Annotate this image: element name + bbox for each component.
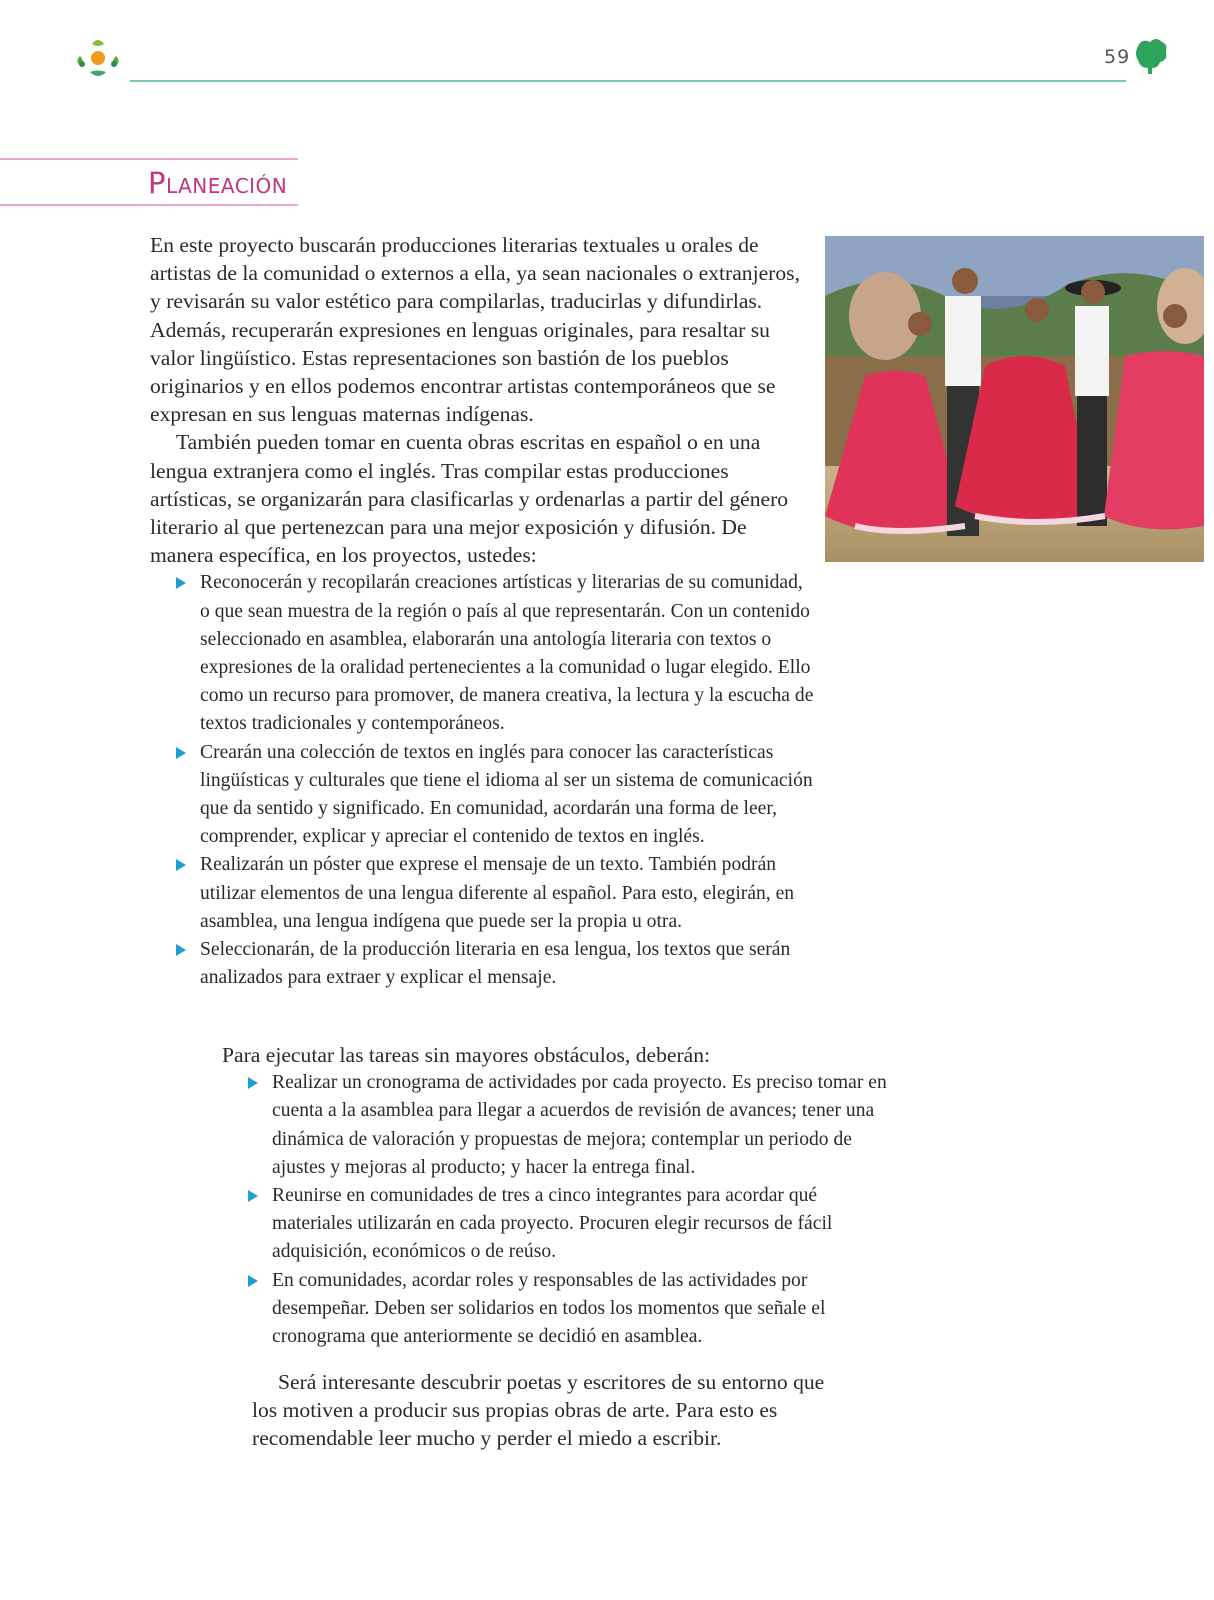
closing-paragraph: Será interesante descubrir poetas y escritores de su entorno que los motiven a producir sus propias obras de arte. Para esto es recomendable leer mucho y perder el miedo a escribir. [252,1370,825,1451]
intro-block [150,231,814,992]
list-item-text: Crearán una colección de textos en inglés para conocer las características lingüísticas y culturales que tiene el idioma al ser un sistema de comunicación que da sentido y significado. En comunidad, acordarán una forma de leer, comprender, explicar y apreciar el contenido de textos en inglés. [200,741,813,848]
tasks-block [222,1041,894,1351]
tasks-lead: Para ejecutar las tareas sin mayores obstáculos, deberán: [222,1043,711,1067]
list-item [222,1069,894,1182]
green-tree-icon [1134,38,1168,74]
folk-dancers-photo [825,236,1204,562]
list-item-text: Realizar un cronograma de actividades por cada proyecto. Es preciso tomar en cuenta a la asamblea para llegar a acuerdos de revisión de avances; tener una dinámica de valoración y propuestas de mejora; contemplar un periodo de ajustes y mejoras al producto; y hacer la entrega final. [272,1072,887,1178]
tasks-bullet-list [222,1069,894,1351]
list-item [150,569,816,738]
bullet-triangle-icon [176,859,186,871]
list-item-text: Reconocerán y recopilarán creaciones artísticas y literarias de su comunidad, o que sean muestra de la región o país al que representarán. Con un contenido seleccionado en asamblea, elaborarán una antología literaria con textos o expresiones de la oralidad pertenecientes a la comunidad o lugar elegido. Ello como un recurso para promover, de manera creativa, la lectura y la escucha de textos tradicionales y contemporáneos. [200,572,814,735]
bullet-triangle-icon [176,577,186,589]
list-item [150,851,816,936]
list-item [222,1182,894,1267]
flower-logo-icon [72,34,124,86]
bullet-triangle-icon [176,747,186,759]
list-item-text: Realizarán un póster que exprese el mensaje de un texto. También podrán utilizar elementos de una lengua diferente al español. Para esto, elegirán, en asamblea, una lengua indígena que puede ser la propia u otra. [200,854,795,932]
header-rule [130,80,1126,82]
list-item [150,739,816,852]
closing-block [252,1368,852,1453]
bullet-triangle-icon [248,1275,258,1287]
list-item-text: En comunidades, acordar roles y responsables de las actividades por desempeñar. Deben ser solidarios en todos los momentos que señale el cronograma que anteriormente se decidió en asamblea. [272,1269,826,1348]
page-number: 59 [1104,46,1131,68]
intro-paragraph-2: También pueden tomar en cuenta obras escritas en español o en una lengua extranjera como el inglés. Tras compilar estas producciones artísticas, se organizarán para clasificarlas y ordenarlas a partir del género literario al que pertenezcan para una mejor exposición y difusión. De manera específica, en los proyectos, ustedes: [150,430,789,568]
list-item-text: Seleccionarán, de la producción literaria en esa lengua, los textos que serán analizados para extraer y explicar el mensaje. [200,939,791,989]
section-title-bar-bottom [0,204,298,206]
list-item [150,936,816,992]
bullet-triangle-icon [176,944,186,956]
section-title-bar-top [0,158,298,160]
list-item [222,1267,894,1352]
bullet-triangle-icon [248,1077,258,1089]
bullet-triangle-icon [248,1190,258,1202]
list-item-text: Reunirse en comunidades de tres a cinco integrantes para acordar qué materiales utilizarán en cada proyecto. Procuren elegir recursos de fácil adquisición, económicos o de reúso. [272,1185,833,1263]
intro-paragraph-1: En este proyecto buscarán producciones literarias textuales u orales de artistas de la comunidad o externos a ella, ya sean nacionales o extranjeros, y revisarán su valor estético para compilarlas, traducirlas y difundirlas. Además, recuperarán expresiones en lenguas originales, para resaltar su valor lingüístico. Estas representaciones son bastión de los pueblos originarios y en ellos podemos encontrar artistas contemporáneos que se expresan en sus lenguas maternas indígenas. [150,233,800,427]
project-bullet-list [150,569,816,992]
section-title: Planeación [148,166,288,200]
